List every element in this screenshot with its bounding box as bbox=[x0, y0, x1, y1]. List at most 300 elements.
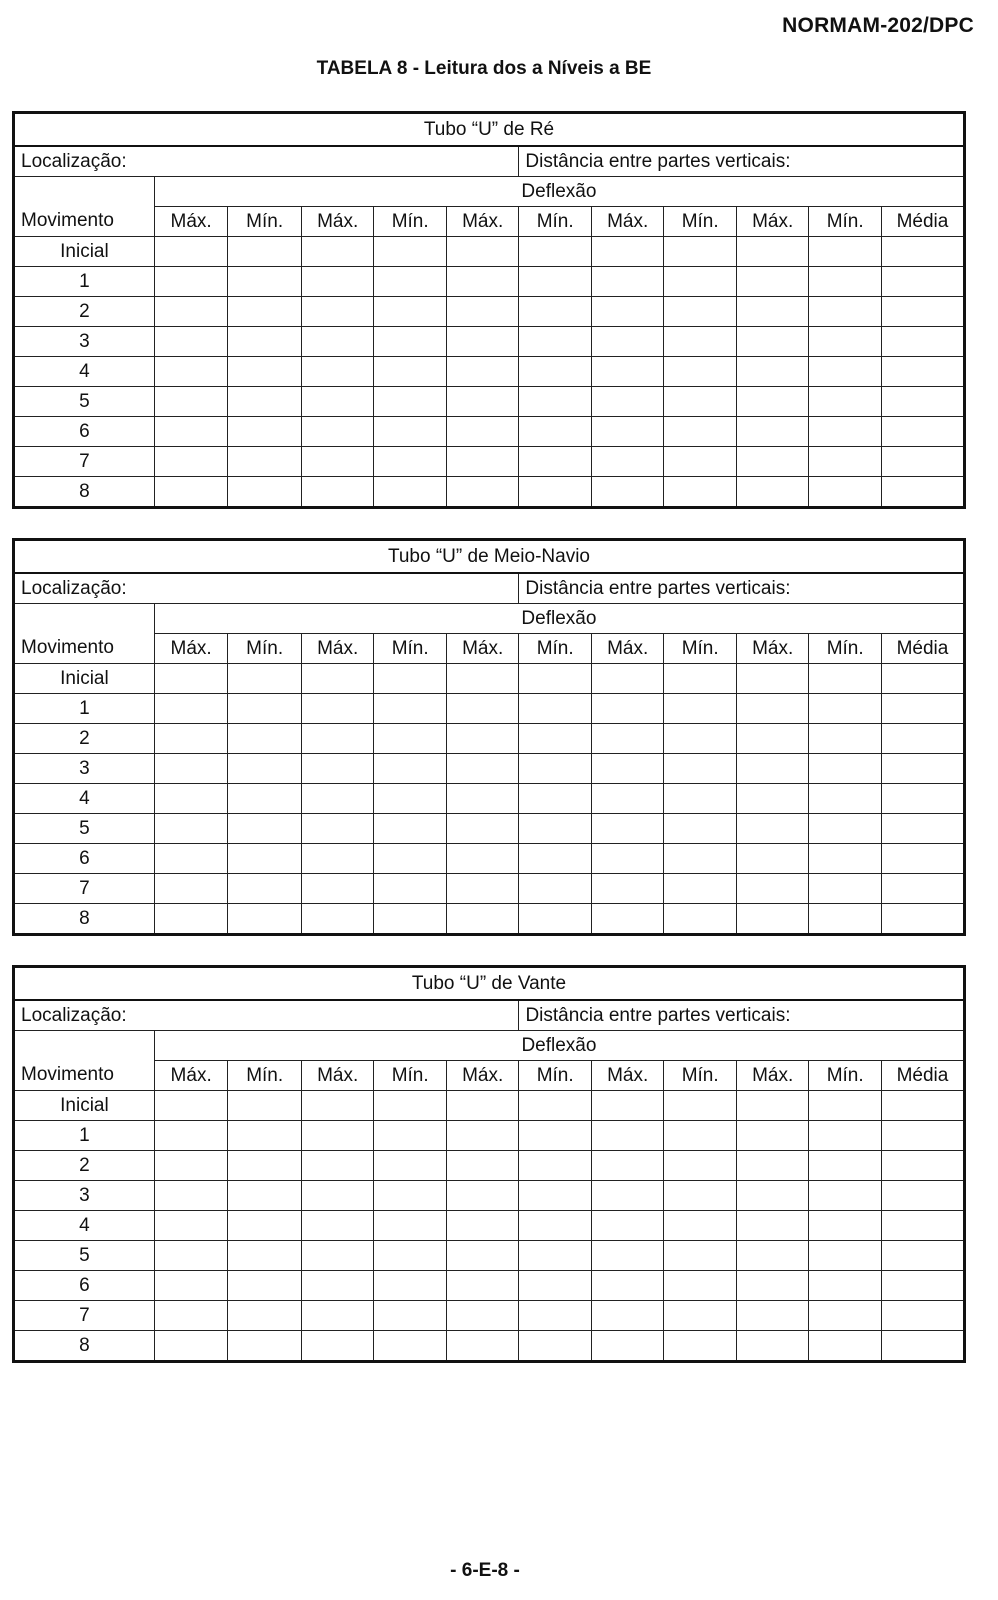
empty-cell[interactable] bbox=[591, 1301, 664, 1331]
empty-cell[interactable] bbox=[228, 267, 302, 297]
empty-cell[interactable] bbox=[301, 664, 374, 694]
empty-cell[interactable] bbox=[374, 1331, 447, 1362]
empty-cell[interactable] bbox=[881, 754, 964, 784]
empty-cell[interactable] bbox=[446, 1121, 519, 1151]
empty-cell[interactable] bbox=[736, 844, 809, 874]
empty-cell[interactable] bbox=[228, 447, 302, 477]
empty-cell[interactable] bbox=[591, 724, 664, 754]
empty-cell[interactable] bbox=[374, 754, 447, 784]
empty-cell[interactable] bbox=[591, 327, 664, 357]
empty-cell[interactable] bbox=[736, 1301, 809, 1331]
empty-cell[interactable] bbox=[736, 1241, 809, 1271]
empty-cell[interactable] bbox=[154, 1331, 228, 1362]
empty-cell[interactable] bbox=[374, 1271, 447, 1301]
empty-cell[interactable] bbox=[228, 357, 302, 387]
empty-cell[interactable] bbox=[881, 1091, 964, 1121]
empty-cell[interactable] bbox=[809, 447, 882, 477]
empty-cell[interactable] bbox=[301, 267, 374, 297]
empty-cell[interactable] bbox=[446, 297, 519, 327]
empty-cell[interactable] bbox=[301, 327, 374, 357]
empty-cell[interactable] bbox=[228, 1331, 302, 1362]
empty-cell[interactable] bbox=[736, 1331, 809, 1362]
empty-cell[interactable] bbox=[881, 477, 964, 508]
empty-cell[interactable] bbox=[664, 1301, 737, 1331]
empty-cell[interactable] bbox=[736, 327, 809, 357]
empty-cell[interactable] bbox=[664, 844, 737, 874]
empty-cell[interactable] bbox=[591, 357, 664, 387]
empty-cell[interactable] bbox=[881, 237, 964, 267]
empty-cell[interactable] bbox=[374, 904, 447, 935]
empty-cell[interactable] bbox=[591, 237, 664, 267]
empty-cell[interactable] bbox=[664, 237, 737, 267]
empty-cell[interactable] bbox=[519, 1091, 592, 1121]
empty-cell[interactable] bbox=[374, 297, 447, 327]
empty-cell[interactable] bbox=[446, 844, 519, 874]
empty-cell[interactable] bbox=[374, 1091, 447, 1121]
empty-cell[interactable] bbox=[154, 1301, 228, 1331]
empty-cell[interactable] bbox=[519, 327, 592, 357]
empty-cell[interactable] bbox=[809, 724, 882, 754]
empty-cell[interactable] bbox=[591, 814, 664, 844]
empty-cell[interactable] bbox=[374, 844, 447, 874]
empty-cell[interactable] bbox=[736, 1211, 809, 1241]
empty-cell[interactable] bbox=[591, 267, 664, 297]
empty-cell[interactable] bbox=[809, 327, 882, 357]
empty-cell[interactable] bbox=[301, 237, 374, 267]
empty-cell[interactable] bbox=[154, 814, 228, 844]
empty-cell[interactable] bbox=[374, 664, 447, 694]
empty-cell[interactable] bbox=[374, 874, 447, 904]
empty-cell[interactable] bbox=[374, 477, 447, 508]
empty-cell[interactable] bbox=[809, 1301, 882, 1331]
row-label: 6 bbox=[14, 844, 155, 874]
empty-cell[interactable] bbox=[519, 754, 592, 784]
empty-cell[interactable] bbox=[228, 844, 302, 874]
empty-cell[interactable] bbox=[228, 387, 302, 417]
empty-cell[interactable] bbox=[736, 1151, 809, 1181]
empty-cell[interactable] bbox=[301, 357, 374, 387]
empty-cell[interactable] bbox=[664, 694, 737, 724]
empty-cell[interactable] bbox=[881, 327, 964, 357]
empty-cell[interactable] bbox=[591, 447, 664, 477]
empty-cell[interactable] bbox=[374, 1241, 447, 1271]
empty-cell[interactable] bbox=[228, 297, 302, 327]
empty-cell[interactable] bbox=[664, 1211, 737, 1241]
empty-cell[interactable] bbox=[301, 754, 374, 784]
empty-cell[interactable] bbox=[374, 1121, 447, 1151]
empty-cell[interactable] bbox=[881, 724, 964, 754]
empty-cell[interactable] bbox=[591, 1241, 664, 1271]
empty-cell[interactable] bbox=[519, 417, 592, 447]
empty-cell[interactable] bbox=[736, 724, 809, 754]
empty-cell[interactable] bbox=[519, 1301, 592, 1331]
empty-cell[interactable] bbox=[809, 1211, 882, 1241]
empty-cell[interactable] bbox=[664, 1181, 737, 1211]
empty-cell[interactable] bbox=[301, 1091, 374, 1121]
empty-cell[interactable] bbox=[154, 1121, 228, 1151]
empty-cell[interactable] bbox=[301, 297, 374, 327]
empty-cell[interactable] bbox=[154, 1151, 228, 1181]
empty-cell[interactable] bbox=[374, 417, 447, 447]
empty-cell[interactable] bbox=[228, 754, 302, 784]
empty-cell[interactable] bbox=[228, 1091, 302, 1121]
empty-cell[interactable] bbox=[591, 694, 664, 724]
empty-cell[interactable] bbox=[591, 904, 664, 935]
empty-cell[interactable] bbox=[446, 1331, 519, 1362]
empty-cell[interactable] bbox=[809, 1241, 882, 1271]
empty-cell[interactable] bbox=[154, 694, 228, 724]
empty-cell[interactable] bbox=[301, 1181, 374, 1211]
empty-cell[interactable] bbox=[154, 477, 228, 508]
empty-cell[interactable] bbox=[154, 387, 228, 417]
empty-cell[interactable] bbox=[809, 664, 882, 694]
empty-cell[interactable] bbox=[301, 1121, 374, 1151]
empty-cell[interactable] bbox=[446, 357, 519, 387]
empty-cell[interactable] bbox=[809, 1091, 882, 1121]
empty-cell[interactable] bbox=[228, 874, 302, 904]
empty-cell[interactable] bbox=[519, 724, 592, 754]
empty-cell[interactable] bbox=[301, 447, 374, 477]
empty-cell[interactable] bbox=[301, 387, 374, 417]
empty-cell[interactable] bbox=[154, 267, 228, 297]
empty-cell[interactable] bbox=[664, 387, 737, 417]
empty-cell[interactable] bbox=[154, 1241, 228, 1271]
empty-cell[interactable] bbox=[446, 694, 519, 724]
empty-cell[interactable] bbox=[446, 477, 519, 508]
empty-cell[interactable] bbox=[809, 1331, 882, 1362]
empty-cell[interactable] bbox=[736, 267, 809, 297]
empty-cell[interactable] bbox=[809, 1271, 882, 1301]
empty-cell[interactable] bbox=[374, 814, 447, 844]
empty-cell[interactable] bbox=[519, 1331, 592, 1362]
empty-cell[interactable] bbox=[591, 844, 664, 874]
empty-cell[interactable] bbox=[154, 1181, 228, 1211]
empty-cell[interactable] bbox=[664, 417, 737, 447]
empty-cell[interactable] bbox=[228, 1121, 302, 1151]
empty-cell[interactable] bbox=[519, 357, 592, 387]
empty-cell[interactable] bbox=[736, 1091, 809, 1121]
empty-cell[interactable] bbox=[374, 447, 447, 477]
empty-cell[interactable] bbox=[446, 1301, 519, 1331]
empty-cell[interactable] bbox=[446, 267, 519, 297]
empty-cell[interactable] bbox=[591, 1121, 664, 1151]
empty-cell[interactable] bbox=[519, 1211, 592, 1241]
empty-cell[interactable] bbox=[809, 237, 882, 267]
empty-cell[interactable] bbox=[881, 357, 964, 387]
empty-cell[interactable] bbox=[301, 874, 374, 904]
empty-cell[interactable] bbox=[446, 1271, 519, 1301]
empty-cell[interactable] bbox=[446, 814, 519, 844]
empty-cell[interactable] bbox=[519, 1241, 592, 1271]
empty-cell[interactable] bbox=[228, 417, 302, 447]
empty-cell[interactable] bbox=[446, 1091, 519, 1121]
empty-cell[interactable] bbox=[664, 297, 737, 327]
empty-cell[interactable] bbox=[664, 327, 737, 357]
empty-cell[interactable] bbox=[446, 904, 519, 935]
empty-cell[interactable] bbox=[228, 1271, 302, 1301]
empty-cell[interactable] bbox=[301, 1301, 374, 1331]
empty-cell[interactable] bbox=[519, 904, 592, 935]
empty-cell[interactable] bbox=[154, 1091, 228, 1121]
empty-cell[interactable] bbox=[591, 1211, 664, 1241]
empty-cell[interactable] bbox=[809, 754, 882, 784]
empty-cell[interactable] bbox=[374, 1151, 447, 1181]
empty-cell[interactable] bbox=[664, 724, 737, 754]
empty-cell[interactable] bbox=[881, 694, 964, 724]
empty-cell[interactable] bbox=[881, 1241, 964, 1271]
empty-cell[interactable] bbox=[591, 387, 664, 417]
empty-cell[interactable] bbox=[374, 1211, 447, 1241]
empty-cell[interactable] bbox=[664, 1091, 737, 1121]
empty-cell[interactable] bbox=[664, 447, 737, 477]
empty-cell[interactable] bbox=[881, 1301, 964, 1331]
empty-cell[interactable] bbox=[664, 1241, 737, 1271]
empty-cell[interactable] bbox=[374, 1301, 447, 1331]
empty-cell[interactable] bbox=[591, 297, 664, 327]
empty-cell[interactable] bbox=[154, 1271, 228, 1301]
empty-cell[interactable] bbox=[664, 1331, 737, 1362]
empty-cell[interactable] bbox=[228, 1151, 302, 1181]
empty-cell[interactable] bbox=[591, 874, 664, 904]
empty-cell[interactable] bbox=[881, 1271, 964, 1301]
empty-cell[interactable] bbox=[301, 724, 374, 754]
empty-cell[interactable] bbox=[301, 814, 374, 844]
empty-cell[interactable] bbox=[301, 844, 374, 874]
empty-cell[interactable] bbox=[664, 1271, 737, 1301]
empty-cell[interactable] bbox=[809, 417, 882, 447]
empty-cell[interactable] bbox=[809, 1151, 882, 1181]
empty-cell[interactable] bbox=[519, 1151, 592, 1181]
empty-cell[interactable] bbox=[154, 784, 228, 814]
empty-cell[interactable] bbox=[664, 357, 737, 387]
empty-cell[interactable] bbox=[154, 417, 228, 447]
empty-cell[interactable] bbox=[446, 1241, 519, 1271]
empty-cell[interactable] bbox=[301, 904, 374, 935]
empty-cell[interactable] bbox=[664, 784, 737, 814]
empty-cell[interactable] bbox=[881, 1181, 964, 1211]
empty-cell[interactable] bbox=[591, 784, 664, 814]
empty-cell[interactable] bbox=[446, 754, 519, 784]
empty-cell[interactable] bbox=[881, 387, 964, 417]
empty-cell[interactable] bbox=[374, 357, 447, 387]
empty-cell[interactable] bbox=[881, 784, 964, 814]
empty-cell[interactable] bbox=[736, 694, 809, 724]
empty-cell[interactable] bbox=[374, 267, 447, 297]
empty-cell[interactable] bbox=[881, 664, 964, 694]
empty-cell[interactable] bbox=[664, 814, 737, 844]
empty-cell[interactable] bbox=[446, 417, 519, 447]
empty-cell[interactable] bbox=[809, 1121, 882, 1151]
empty-cell[interactable] bbox=[881, 904, 964, 935]
empty-cell[interactable] bbox=[809, 784, 882, 814]
empty-cell[interactable] bbox=[154, 327, 228, 357]
empty-cell[interactable] bbox=[154, 1211, 228, 1241]
empty-cell[interactable] bbox=[228, 664, 302, 694]
empty-cell[interactable] bbox=[519, 1121, 592, 1151]
empty-cell[interactable] bbox=[809, 814, 882, 844]
empty-cell[interactable] bbox=[736, 754, 809, 784]
empty-cell[interactable] bbox=[881, 1211, 964, 1241]
empty-cell[interactable] bbox=[154, 447, 228, 477]
empty-cell[interactable] bbox=[591, 754, 664, 784]
empty-cell[interactable] bbox=[228, 1301, 302, 1331]
empty-cell[interactable] bbox=[374, 1181, 447, 1211]
empty-cell[interactable] bbox=[736, 417, 809, 447]
empty-cell[interactable] bbox=[736, 1271, 809, 1301]
empty-cell[interactable] bbox=[881, 1121, 964, 1151]
empty-cell[interactable] bbox=[446, 664, 519, 694]
empty-cell[interactable] bbox=[519, 814, 592, 844]
empty-cell[interactable] bbox=[154, 297, 228, 327]
empty-cell[interactable] bbox=[228, 1181, 302, 1211]
empty-cell[interactable] bbox=[301, 1271, 374, 1301]
empty-cell[interactable] bbox=[881, 1331, 964, 1362]
empty-cell[interactable] bbox=[881, 417, 964, 447]
empty-cell[interactable] bbox=[809, 694, 882, 724]
empty-cell[interactable] bbox=[228, 237, 302, 267]
empty-cell[interactable] bbox=[881, 814, 964, 844]
empty-cell[interactable] bbox=[809, 357, 882, 387]
empty-cell[interactable] bbox=[809, 874, 882, 904]
empty-cell[interactable] bbox=[301, 694, 374, 724]
empty-cell[interactable] bbox=[591, 417, 664, 447]
empty-cell[interactable] bbox=[301, 477, 374, 508]
empty-cell[interactable] bbox=[228, 1241, 302, 1271]
empty-cell[interactable] bbox=[881, 447, 964, 477]
empty-cell[interactable] bbox=[881, 844, 964, 874]
empty-cell[interactable] bbox=[519, 297, 592, 327]
empty-cell[interactable] bbox=[809, 297, 882, 327]
empty-cell[interactable] bbox=[664, 1151, 737, 1181]
empty-cell[interactable] bbox=[228, 327, 302, 357]
empty-cell[interactable] bbox=[736, 387, 809, 417]
empty-cell[interactable] bbox=[736, 814, 809, 844]
empty-cell[interactable] bbox=[809, 387, 882, 417]
empty-cell[interactable] bbox=[301, 1241, 374, 1271]
empty-cell[interactable] bbox=[374, 694, 447, 724]
empty-cell[interactable] bbox=[519, 387, 592, 417]
empty-cell[interactable] bbox=[736, 447, 809, 477]
empty-cell[interactable] bbox=[881, 297, 964, 327]
empty-cell[interactable] bbox=[154, 724, 228, 754]
empty-cell[interactable] bbox=[809, 1181, 882, 1211]
empty-cell[interactable] bbox=[154, 904, 228, 935]
empty-cell[interactable] bbox=[154, 664, 228, 694]
empty-cell[interactable] bbox=[736, 874, 809, 904]
empty-cell[interactable] bbox=[519, 1271, 592, 1301]
empty-cell[interactable] bbox=[664, 874, 737, 904]
empty-cell[interactable] bbox=[374, 784, 447, 814]
empty-cell[interactable] bbox=[446, 387, 519, 417]
empty-cell[interactable] bbox=[228, 1211, 302, 1241]
empty-cell[interactable] bbox=[664, 754, 737, 784]
empty-cell[interactable] bbox=[228, 477, 302, 508]
empty-cell[interactable] bbox=[519, 447, 592, 477]
empty-cell[interactable] bbox=[519, 694, 592, 724]
empty-cell[interactable] bbox=[591, 1271, 664, 1301]
empty-cell[interactable] bbox=[519, 664, 592, 694]
empty-cell[interactable] bbox=[664, 664, 737, 694]
empty-cell[interactable] bbox=[591, 1151, 664, 1181]
empty-cell[interactable] bbox=[591, 1331, 664, 1362]
empty-cell[interactable] bbox=[154, 874, 228, 904]
empty-cell[interactable] bbox=[154, 357, 228, 387]
empty-cell[interactable] bbox=[301, 1211, 374, 1241]
empty-cell[interactable] bbox=[664, 267, 737, 297]
empty-cell[interactable] bbox=[881, 1151, 964, 1181]
empty-cell[interactable] bbox=[301, 1151, 374, 1181]
empty-cell[interactable] bbox=[446, 447, 519, 477]
empty-cell[interactable] bbox=[446, 784, 519, 814]
empty-cell[interactable] bbox=[519, 784, 592, 814]
empty-cell[interactable] bbox=[736, 477, 809, 508]
empty-cell[interactable] bbox=[881, 874, 964, 904]
empty-cell[interactable] bbox=[228, 904, 302, 935]
empty-cell[interactable] bbox=[446, 1151, 519, 1181]
empty-cell[interactable] bbox=[446, 1181, 519, 1211]
empty-cell[interactable] bbox=[301, 1331, 374, 1362]
empty-cell[interactable] bbox=[446, 1211, 519, 1241]
empty-cell[interactable] bbox=[228, 784, 302, 814]
empty-cell[interactable] bbox=[736, 904, 809, 935]
empty-cell[interactable] bbox=[736, 784, 809, 814]
empty-cell[interactable] bbox=[374, 237, 447, 267]
empty-cell[interactable] bbox=[519, 874, 592, 904]
empty-cell[interactable] bbox=[519, 237, 592, 267]
empty-cell[interactable] bbox=[446, 874, 519, 904]
empty-cell[interactable] bbox=[154, 237, 228, 267]
empty-cell[interactable] bbox=[736, 1121, 809, 1151]
empty-cell[interactable] bbox=[154, 754, 228, 784]
row-label: Inicial bbox=[14, 664, 155, 694]
empty-cell[interactable] bbox=[591, 477, 664, 508]
empty-cell[interactable] bbox=[519, 477, 592, 508]
empty-cell[interactable] bbox=[446, 327, 519, 357]
empty-cell[interactable] bbox=[809, 904, 882, 935]
empty-cell[interactable] bbox=[736, 357, 809, 387]
empty-cell[interactable] bbox=[591, 1091, 664, 1121]
empty-cell[interactable] bbox=[228, 694, 302, 724]
empty-cell[interactable] bbox=[809, 267, 882, 297]
empty-cell[interactable] bbox=[809, 844, 882, 874]
empty-cell[interactable] bbox=[301, 417, 374, 447]
empty-cell[interactable] bbox=[446, 237, 519, 267]
empty-cell[interactable] bbox=[228, 814, 302, 844]
empty-cell[interactable] bbox=[881, 267, 964, 297]
empty-cell[interactable] bbox=[301, 784, 374, 814]
empty-cell[interactable] bbox=[446, 724, 519, 754]
empty-cell[interactable] bbox=[736, 237, 809, 267]
empty-cell[interactable] bbox=[809, 477, 882, 508]
empty-cell[interactable] bbox=[374, 724, 447, 754]
empty-cell[interactable] bbox=[228, 724, 302, 754]
empty-cell[interactable] bbox=[519, 844, 592, 874]
empty-cell[interactable] bbox=[736, 664, 809, 694]
empty-cell[interactable] bbox=[736, 297, 809, 327]
empty-cell[interactable] bbox=[591, 1181, 664, 1211]
empty-cell[interactable] bbox=[154, 844, 228, 874]
empty-cell[interactable] bbox=[664, 1121, 737, 1151]
empty-cell[interactable] bbox=[664, 477, 737, 508]
empty-cell[interactable] bbox=[374, 327, 447, 357]
empty-cell[interactable] bbox=[736, 1181, 809, 1211]
empty-cell[interactable] bbox=[591, 664, 664, 694]
empty-cell[interactable] bbox=[664, 904, 737, 935]
empty-cell[interactable] bbox=[519, 1181, 592, 1211]
empty-cell[interactable] bbox=[519, 267, 592, 297]
empty-cell[interactable] bbox=[374, 387, 447, 417]
column-header: Máx. bbox=[736, 207, 809, 237]
